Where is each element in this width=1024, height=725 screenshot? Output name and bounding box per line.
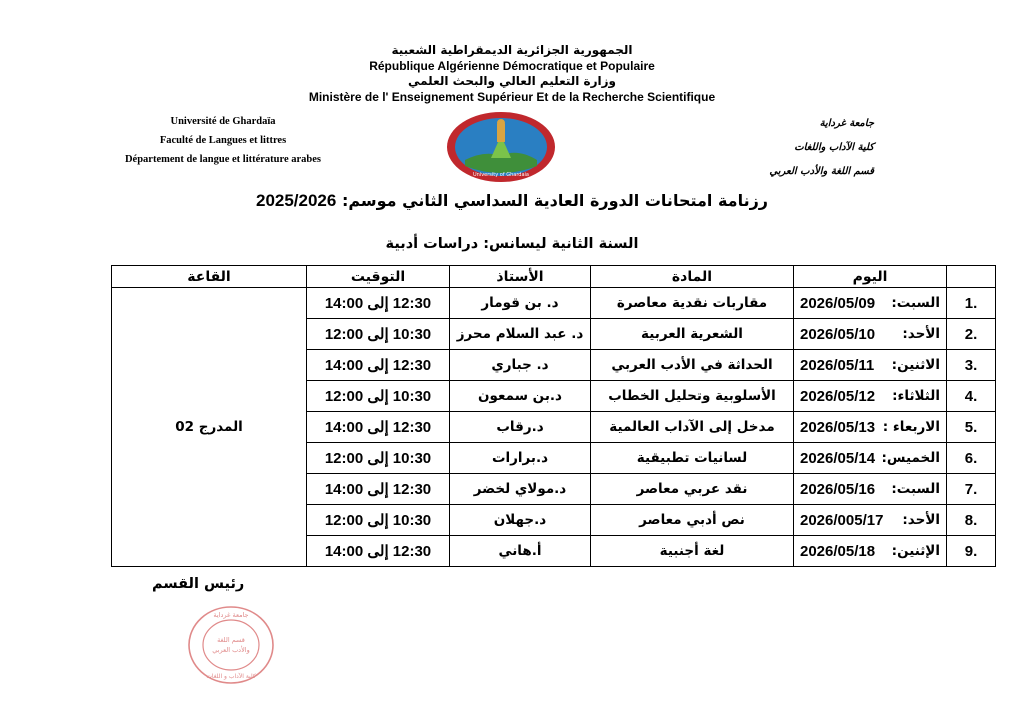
row-number-text: 2. [964,325,978,343]
row-professor: د.برارات [450,443,591,474]
row-subject: لسانيات تطبيقية [591,443,794,474]
row-subject: الحداثة في الأدب العربي [591,350,794,381]
row-professor: د. جباري [450,350,591,381]
col-header-num [947,266,996,288]
col-header-professor: الأستاذ [450,266,591,288]
row-professor: د.رقاب [450,412,591,443]
row-number-text: 6. [964,449,978,467]
page-subtitle: السنة الثانية ليسانس: دراسات أدبية [385,236,639,252]
row-professor: أ.هاني [450,536,591,567]
row-time [307,474,450,505]
row-day [794,443,947,474]
row-date: 2026/05/09 [800,294,876,312]
row-number [947,288,996,319]
row-number-text: 3. [964,356,978,374]
row-date: 2026/05/11 [800,356,875,374]
row-number-text: 7. [964,480,978,498]
row-time-text: 10:30 إلى 12:00 [324,388,432,405]
row-day [794,412,947,443]
row-time [307,288,450,319]
row-number-text: 8. [964,511,978,529]
row-number [947,505,996,536]
page-title [0,191,1024,211]
stamp-inner-line1: قسم اللغة [217,636,245,644]
row-room: المدرج 02 [112,288,307,567]
row-day-name: السبت: [891,295,940,311]
row-professor: د.بن سمعون [450,381,591,412]
row-number-text: 4. [964,387,978,405]
table-header-row [112,266,996,288]
row-day-name: الخميس: [881,450,940,466]
row-date: 2026/05/10 [800,325,876,343]
row-day-name: الأحد: [902,512,940,528]
row-time [307,443,450,474]
row-time [307,350,450,381]
row-time [307,319,450,350]
department-name-ar: قسم اللغة والأدب العربي [769,166,874,177]
row-professor: د.مولاي لخضر [450,474,591,505]
row-date: 2026/05/12 [800,387,876,405]
row-time [307,412,450,443]
col-header-time: التوقيت [307,266,450,288]
exam-schedule-table [111,265,996,567]
row-professor: د. بن قومار [450,288,591,319]
row-day-name: الاربعاء : [882,419,940,435]
row-subject: نقد عربي معاصر [591,474,794,505]
row-subject: مقاربات نقدية معاصرة [591,288,794,319]
row-day-name: الأحد: [902,326,940,342]
row-number [947,536,996,567]
republic-french: République Algérienne Démocratique et Populaire [369,59,655,73]
faculty-name-fr: Faculté de Langues et littres [159,135,287,146]
col-header-day: اليوم [794,266,947,288]
row-time-text: 12:30 إلى 14:00 [324,543,432,560]
row-number [947,474,996,505]
row-time-text: 10:30 إلى 12:00 [324,512,432,529]
row-subject: مدخل إلى الآداب العالمية [591,412,794,443]
row-professor: د. عبد السلام محرز [450,319,591,350]
row-day [794,350,947,381]
row-day [794,288,947,319]
row-date: 2026/05/14 [800,449,876,467]
row-number [947,443,996,474]
row-number [947,412,996,443]
institution-info-french [118,112,328,169]
stamp-bottom-text: كلية الآداب و اللغات [206,673,256,680]
row-time-text: 12:30 إلى 14:00 [324,419,432,436]
university-name-fr: Université de Ghardaïa [170,116,276,127]
ministry-french: Ministère de l' Enseignement Supérieur Et de la Recherche Scientifique [308,90,716,104]
title-text: رزنامة امتحانات الدورة العادية السداسي الثاني موسم: [341,191,769,210]
department-stamp [187,605,275,685]
row-subject: الشعرية العربية [591,319,794,350]
row-day [794,319,947,350]
row-day [794,536,947,567]
row-day [794,381,947,412]
row-date: 2026/05/16 [800,480,876,498]
row-time-text: 10:30 إلى 12:00 [324,450,432,467]
institution-info-arabic [754,112,874,184]
table-row [112,288,996,319]
row-time [307,381,450,412]
row-time [307,505,450,536]
row-subject: لغة أجنبية [591,536,794,567]
row-time-text: 12:30 إلى 14:00 [324,295,432,312]
row-number [947,319,996,350]
row-subject: الأسلوبية وتحليل الخطاب [591,381,794,412]
row-number [947,350,996,381]
logo-caption: University of Ghardaia [473,172,529,178]
row-number-text: 9. [964,542,978,560]
col-header-room: القاعة [112,266,307,288]
row-date: 2026/05/13 [800,418,876,436]
row-number-text: 1. [964,294,978,312]
republic-arabic: الجمهورية الجزائرية الديمقراطية الشعبية [391,43,633,57]
row-professor: د.جهلان [450,505,591,536]
row-time [307,536,450,567]
row-day-name: الإثنين: [891,543,940,559]
department-head-label: رئيس القسم [152,576,245,592]
row-time-text: 12:30 إلى 14:00 [324,481,432,498]
row-day [794,474,947,505]
row-day-name: الثلاثاء: [892,388,940,404]
department-name-fr: Département de langue et littérature arabes [124,154,322,165]
faculty-name-ar: كلية الآداب واللغات [794,142,874,153]
row-time-text: 10:30 إلى 12:00 [324,326,432,343]
ministry-arabic: وزارة التعليم العالي والبحث العلمي [407,74,617,88]
university-name-ar: جامعة غرداية [819,118,874,129]
row-number-text: 5. [964,418,978,436]
row-number [947,381,996,412]
row-day-name: السبت: [891,481,940,497]
col-header-subject: المادة [591,266,794,288]
stamp-outer-text: جامعة غرداية [213,611,249,619]
row-date: 2026/005/17 [800,511,884,529]
stamp-inner-line2: والأدب العربي [212,646,250,654]
title-year: 2025/2026 [255,191,337,210]
row-date: 2026/05/18 [800,542,876,560]
row-time-text: 12:30 إلى 14:00 [324,357,432,374]
row-day-name: الاثنين: [891,357,940,373]
row-day [794,505,947,536]
row-subject: نص أدبي معاصر [591,505,794,536]
university-logo [445,110,557,184]
